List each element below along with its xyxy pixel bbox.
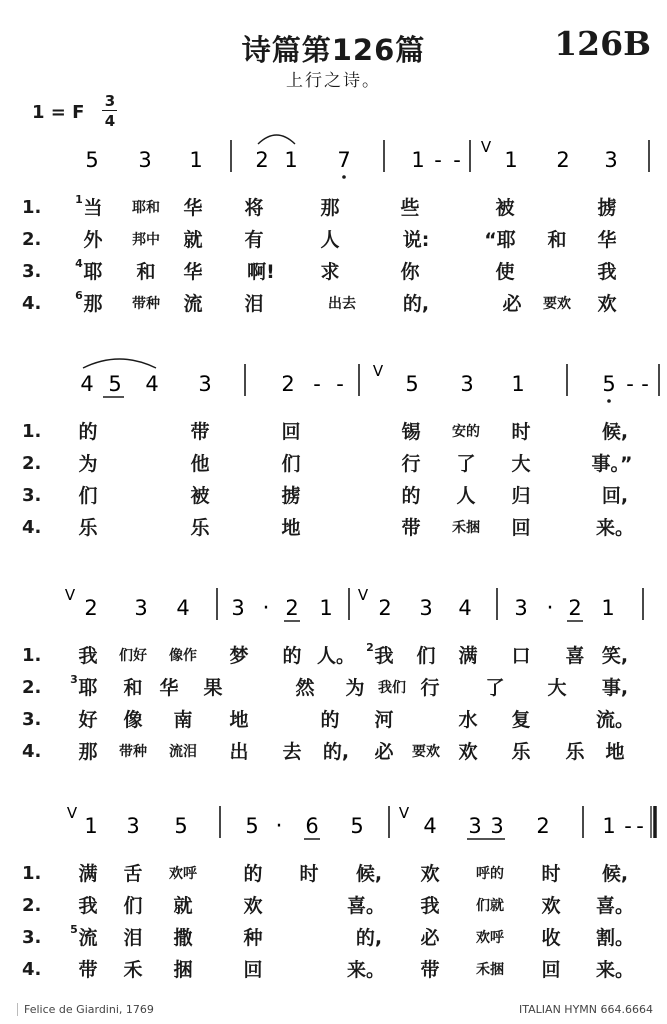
lyric-line xyxy=(0,640,667,672)
lyric-syllable: 流 xyxy=(78,927,98,949)
hold-dash: - xyxy=(313,372,321,396)
lyric-syllable: 的, xyxy=(402,293,430,315)
lyric-syllable: 地 xyxy=(229,709,249,731)
note: 3 xyxy=(490,814,504,838)
lyric-line xyxy=(0,858,667,890)
lyric-syllable: 去 xyxy=(282,741,302,763)
note: 1 xyxy=(511,372,525,396)
hold-dash: - xyxy=(626,372,634,396)
lyric-syllable: 出去 xyxy=(328,296,356,312)
lyric-syllable: 要欢 xyxy=(412,744,440,760)
notation-line xyxy=(0,580,667,630)
lyric-syllable: 华 xyxy=(183,197,203,219)
note: 1 xyxy=(319,596,333,620)
lyric-syllable: 耶和 xyxy=(132,200,160,216)
note: 1 xyxy=(601,596,615,620)
note: 1 xyxy=(189,148,203,172)
lyric-syllable: 行 xyxy=(420,677,440,699)
lyric-syllable: 你 xyxy=(400,261,420,283)
note: 1 xyxy=(84,814,98,838)
lyric-line xyxy=(0,416,667,448)
lyric-syllable: 当 xyxy=(83,197,103,219)
note: 3 xyxy=(198,372,212,396)
note: 2 xyxy=(536,814,550,838)
lyric-syllable: 梦 xyxy=(229,645,249,667)
verse-number: 3. xyxy=(22,485,42,506)
lyric-line xyxy=(0,480,667,512)
verse-number: 3. xyxy=(22,261,42,282)
lyric-line xyxy=(0,256,667,288)
low-octave-dot xyxy=(607,399,611,403)
lyric-syllable: 来。 xyxy=(595,959,635,981)
hold-dash: - xyxy=(336,372,344,396)
lyric-syllable: 欢 xyxy=(597,293,617,315)
verse-number: 3. xyxy=(22,709,42,730)
lyric-syllable: 我 xyxy=(597,261,617,283)
lyric-syllable: 呼的 xyxy=(476,866,504,882)
hold-dash: - xyxy=(641,372,649,396)
breath-mark: V xyxy=(480,138,492,156)
note: 3 xyxy=(419,596,433,620)
lyric-syllable: 们 xyxy=(281,453,301,475)
lyric-syllable: 欢呼 xyxy=(476,930,504,946)
lyric-syllable: 华 xyxy=(183,261,203,283)
lyric-syllable: 乐 xyxy=(511,741,531,763)
lyric-line xyxy=(0,736,667,768)
lyric-syllable: 候, xyxy=(355,863,383,885)
breath-mark: V xyxy=(64,586,76,604)
lyric-syllable: 带 xyxy=(401,517,421,539)
note: 2 xyxy=(281,372,295,396)
note: 1 xyxy=(504,148,518,172)
lyric-syllable: 回 xyxy=(243,959,263,981)
lyric-syllable: 禾捆 xyxy=(476,962,504,978)
lyric-syllable: 人 xyxy=(320,229,340,251)
dot-mark: · xyxy=(275,814,283,839)
lyric-syllable: 欢 xyxy=(243,895,263,917)
note: 4 xyxy=(176,596,190,620)
lyric-syllable: 华 xyxy=(159,677,179,699)
lyric-syllable: 带种 xyxy=(132,296,160,312)
lyric-syllable: 我 xyxy=(374,645,394,667)
lyric-syllable: 掳 xyxy=(597,197,617,219)
note: 2 xyxy=(568,596,582,620)
composer-credit: Felice de Giardini, 1769 xyxy=(17,1003,154,1016)
lyric-line xyxy=(0,672,667,704)
lyric-syllable: 使 xyxy=(495,261,515,283)
note: 3 xyxy=(468,814,482,838)
lyric-syllable: 必 xyxy=(374,741,394,763)
lyric-syllable: 收 xyxy=(541,927,561,949)
lyric-syllable: 行 xyxy=(401,453,421,475)
lyric-line xyxy=(0,512,667,544)
lyric-line xyxy=(0,288,667,320)
breath-mark: V xyxy=(372,362,384,380)
key-signature: 1 = F xyxy=(32,102,85,123)
lyric-syllable: 们 xyxy=(123,895,143,917)
lyric-syllable: 的 xyxy=(78,421,98,443)
note: 3 xyxy=(460,372,474,396)
lyric-syllable: 归 xyxy=(511,485,531,507)
lyric-syllable: 为 xyxy=(78,453,98,475)
breath-mark: V xyxy=(357,586,369,604)
note: 6 xyxy=(305,814,319,838)
lyric-syllable: 时 xyxy=(541,863,561,885)
note: 2 xyxy=(285,596,299,620)
lyric-syllable: 我 xyxy=(420,895,440,917)
verse-reference-number: 6 xyxy=(75,289,83,302)
lyric-syllable: 时 xyxy=(299,863,319,885)
verse-number: 4. xyxy=(22,741,42,762)
lyric-syllable: 为 xyxy=(345,677,365,699)
lyric-syllable: 带种 xyxy=(119,744,147,760)
verse-reference-number: 5 xyxy=(70,923,78,936)
lyric-syllable: 然 xyxy=(295,677,315,699)
lyric-syllable: 流 xyxy=(183,293,203,315)
lyric-syllable: 们 xyxy=(78,485,98,507)
lyric-syllable: 回 xyxy=(511,517,531,539)
lyric-syllable: 啊! xyxy=(247,261,275,283)
lyric-syllable: 回, xyxy=(601,485,629,507)
lyric-syllable: 外 xyxy=(83,229,103,251)
lyric-syllable: 大 xyxy=(547,677,567,699)
lyric-syllable: 水 xyxy=(458,709,478,731)
notation-line xyxy=(0,356,667,406)
lyric-syllable: 事, xyxy=(601,677,629,699)
lyric-syllable: 乐 xyxy=(190,517,210,539)
note: 1 xyxy=(284,148,298,172)
hold-dash: - xyxy=(434,148,442,172)
lyric-syllable: 舌 xyxy=(123,863,143,885)
lyric-syllable: 满 xyxy=(78,863,98,885)
note: 3 xyxy=(134,596,148,620)
lyric-syllable: 回 xyxy=(281,421,301,443)
note: 3 xyxy=(126,814,140,838)
lyric-syllable: 我 xyxy=(78,895,98,917)
slur xyxy=(83,359,156,368)
lyric-syllable: 被 xyxy=(495,197,515,219)
lyric-syllable: 锡 xyxy=(401,421,421,443)
lyric-line xyxy=(0,704,667,736)
lyric-syllable: 我 xyxy=(78,645,98,667)
lyric-syllable: 欢 xyxy=(541,895,561,917)
verse-number: 1. xyxy=(22,197,42,218)
note: 3 xyxy=(138,148,152,172)
lyric-syllable: 南 xyxy=(173,709,193,731)
lyric-syllable: 就 xyxy=(183,229,203,251)
lyric-line xyxy=(0,954,667,986)
slur xyxy=(258,135,295,144)
lyric-syllable: 的, xyxy=(355,927,383,949)
lyric-syllable: 果 xyxy=(203,677,223,699)
lyric-syllable: 禾 xyxy=(123,959,143,981)
lyric-syllable: 那 xyxy=(78,741,98,763)
lyric-syllable: 泪 xyxy=(244,293,264,315)
lyric-syllable: 乐 xyxy=(565,741,585,763)
lyric-syllable: 口 xyxy=(511,645,531,667)
note: 4 xyxy=(145,372,159,396)
dot-mark: · xyxy=(546,596,554,621)
lyric-syllable: 欢 xyxy=(420,863,440,885)
verse-number: 2. xyxy=(22,453,42,474)
lyric-syllable: 候, xyxy=(601,863,629,885)
note: 3 xyxy=(514,596,528,620)
lyric-syllable: 回 xyxy=(541,959,561,981)
note: 2 xyxy=(255,148,269,172)
lyric-syllable: 有 xyxy=(244,229,264,251)
lyric-syllable: 复 xyxy=(511,709,531,731)
hold-dash: - xyxy=(624,814,632,838)
lyric-syllable: 我们 xyxy=(378,680,406,696)
lyric-syllable: 割。 xyxy=(595,927,635,949)
lyric-syllable: 禾捆 xyxy=(452,520,480,536)
note: 5 xyxy=(85,148,99,172)
lyric-syllable: 说: xyxy=(402,229,430,251)
lyric-syllable: 华 xyxy=(597,229,617,251)
lyric-syllable: 要欢 xyxy=(543,296,571,312)
note: 2 xyxy=(378,596,392,620)
hymn-title: 诗篇第126篇 xyxy=(241,33,426,67)
hymn-subtitle: 上行之诗。 xyxy=(286,71,381,91)
lyric-syllable: 他 xyxy=(190,453,210,475)
dot-mark: · xyxy=(262,596,270,621)
lyric-syllable: 欢 xyxy=(458,741,478,763)
lyric-syllable: 耶 xyxy=(83,261,103,283)
lyric-syllable: 流泪 xyxy=(169,744,197,760)
lyric-syllable: 大 xyxy=(511,453,531,475)
lyric-syllable: 满 xyxy=(458,645,478,667)
lyric-syllable: 来。 xyxy=(595,517,635,539)
lyric-syllable: 捆 xyxy=(173,959,193,981)
verse-number: 2. xyxy=(22,895,42,916)
note: 5 xyxy=(108,372,122,396)
lyric-syllable: 必 xyxy=(420,927,440,949)
lyric-syllable: 好 xyxy=(78,709,98,731)
lyric-syllable: 们就 xyxy=(476,898,504,914)
verse-number: 2. xyxy=(22,229,42,250)
lyric-syllable: 那 xyxy=(83,293,103,315)
lyric-syllable: 喜。 xyxy=(595,895,635,917)
note: 7 xyxy=(337,148,351,172)
lyric-syllable: 流。 xyxy=(595,709,635,731)
note: 4 xyxy=(423,814,437,838)
note: 3 xyxy=(604,148,618,172)
note: 5 xyxy=(602,372,616,396)
lyric-syllable: 求 xyxy=(320,261,340,283)
lyric-syllable: 事。” xyxy=(591,453,633,475)
lyric-syllable: 们好 xyxy=(119,648,147,664)
lyric-line xyxy=(0,192,667,224)
verse-number: 1. xyxy=(22,421,42,442)
lyric-syllable: 喜。 xyxy=(346,895,386,917)
lyric-syllable: 人 xyxy=(456,485,476,507)
lyric-syllable: 带 xyxy=(190,421,210,443)
note: 5 xyxy=(405,372,419,396)
lyric-syllable: 邦中 xyxy=(132,232,160,248)
lyric-syllable: 的, xyxy=(322,741,350,763)
note: 1 xyxy=(411,148,425,172)
note: 4 xyxy=(458,596,472,620)
time-signature-bottom: 4 xyxy=(104,112,116,130)
time-signature-top: 3 xyxy=(104,92,116,110)
lyric-syllable: 和 xyxy=(547,229,567,251)
lyric-syllable: 和 xyxy=(136,261,156,283)
lyric-syllable: 耶 xyxy=(78,677,98,699)
lyric-syllable: 那 xyxy=(320,197,340,219)
lyric-syllable: 地 xyxy=(605,741,625,763)
note: 5 xyxy=(350,814,364,838)
note: 1 xyxy=(602,814,616,838)
verse-reference-number: 1 xyxy=(75,193,83,206)
hold-dash: - xyxy=(636,814,644,838)
breath-mark: V xyxy=(66,804,78,822)
lyric-syllable: 泪 xyxy=(123,927,143,949)
lyric-syllable: 种 xyxy=(243,927,263,949)
lyric-syllable: 笑, xyxy=(601,645,629,667)
low-octave-dot xyxy=(342,175,346,179)
lyric-syllable: 地 xyxy=(281,517,301,539)
final-bar-line xyxy=(651,806,655,838)
lyric-syllable: 的 xyxy=(243,863,263,885)
lyric-line xyxy=(0,224,667,256)
lyric-syllable: 出 xyxy=(229,741,249,763)
verse-reference-number: 4 xyxy=(75,257,83,270)
lyric-syllable: 被 xyxy=(190,485,210,507)
lyric-line xyxy=(0,448,667,480)
lyric-syllable: 和 xyxy=(123,677,143,699)
verse-number: 1. xyxy=(22,645,42,666)
verse-number: 4. xyxy=(22,517,42,538)
hymn-number: 126B xyxy=(554,24,651,63)
lyric-syllable: 的 xyxy=(320,709,340,731)
lyric-syllable: 带 xyxy=(78,959,98,981)
note: 2 xyxy=(556,148,570,172)
lyric-syllable: 欢呼 xyxy=(169,866,197,882)
lyric-syllable: 人。 xyxy=(316,645,356,667)
note: 5 xyxy=(245,814,259,838)
lyric-syllable: 将 xyxy=(244,197,264,219)
lyric-syllable: 的 xyxy=(282,645,302,667)
notation-line xyxy=(0,798,667,848)
verse-number: 1. xyxy=(22,863,42,884)
note: 5 xyxy=(174,814,188,838)
verse-reference-number: 2 xyxy=(366,641,374,654)
verse-number: 2. xyxy=(22,677,42,698)
lyric-syllable: 必 xyxy=(502,293,522,315)
lyric-syllable: 就 xyxy=(173,895,193,917)
note: 2 xyxy=(84,596,98,620)
verse-number: 4. xyxy=(22,293,42,314)
lyric-syllable: 来。 xyxy=(346,959,386,981)
lyric-syllable: 们 xyxy=(416,645,436,667)
tune-name: ITALIAN HYMN 664.6664 xyxy=(519,1003,653,1016)
lyric-syllable: 乐 xyxy=(78,517,98,539)
lyric-syllable: 了 xyxy=(485,677,505,699)
verse-number: 4. xyxy=(22,959,42,980)
notation-line xyxy=(0,132,667,182)
lyric-line xyxy=(0,922,667,954)
lyric-syllable: 撒 xyxy=(173,927,193,949)
lyric-syllable: 安的 xyxy=(452,424,480,440)
lyric-syllable: 掳 xyxy=(281,485,301,507)
lyric-syllable: 候, xyxy=(601,421,629,443)
verse-number: 3. xyxy=(22,927,42,948)
hold-dash: - xyxy=(453,148,461,172)
verse-reference-number: 3 xyxy=(70,673,78,686)
note: 3 xyxy=(231,596,245,620)
note: 4 xyxy=(80,372,94,396)
lyric-line xyxy=(0,890,667,922)
breath-mark: V xyxy=(398,804,410,822)
lyric-syllable: “耶 xyxy=(484,229,516,251)
lyric-syllable: 些 xyxy=(400,197,420,219)
lyric-syllable: 像作 xyxy=(169,648,197,664)
lyric-syllable: 河 xyxy=(374,709,394,731)
lyric-syllable: 了 xyxy=(456,453,476,475)
lyric-syllable: 像 xyxy=(123,709,143,731)
lyric-syllable: 喜 xyxy=(565,645,585,667)
lyric-syllable: 带 xyxy=(420,959,440,981)
lyric-syllable: 时 xyxy=(511,421,531,443)
lyric-syllable: 的 xyxy=(401,485,421,507)
